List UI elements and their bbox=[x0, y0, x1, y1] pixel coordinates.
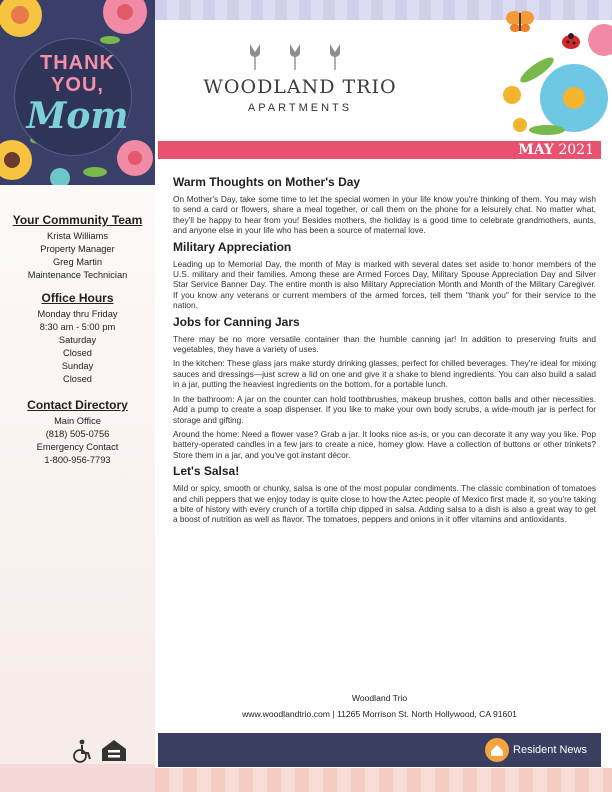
contact-phone[interactable]: (818) 505-0756 bbox=[45, 429, 110, 439]
resident-news-label: Resident News bbox=[513, 744, 587, 756]
issue-month: MAY bbox=[518, 142, 554, 158]
brand-logo bbox=[200, 40, 400, 114]
newsletter-content bbox=[173, 175, 596, 529]
article-title: Military Appreciation bbox=[173, 239, 292, 254]
contact-title: Contact Directory bbox=[27, 398, 128, 412]
footer bbox=[158, 690, 601, 722]
brand-subtitle: APARTMENTS bbox=[247, 102, 353, 114]
article bbox=[173, 240, 596, 311]
community-team bbox=[0, 213, 155, 282]
housing-badges bbox=[30, 737, 130, 765]
bottom-bar bbox=[158, 733, 601, 767]
hero-line-2: YOU, bbox=[51, 74, 104, 96]
hero-line-1: THANK bbox=[40, 52, 115, 74]
resident-news-icon bbox=[485, 738, 509, 762]
contact-phone[interactable]: 1-800-956-7793 bbox=[44, 455, 111, 465]
article-paragraph: There may be no more versatile container than the humble canning jar! In addition to preserving fruits and vegetables, they have a variety of uses. bbox=[173, 333, 596, 355]
team-title: Your Community Team bbox=[12, 213, 143, 227]
sidebar bbox=[0, 0, 155, 792]
office-hours bbox=[0, 291, 155, 386]
hero-line-3: Mom bbox=[26, 95, 129, 137]
article-paragraph: Mild or spicy, smooth or chunky, salsa is one of the most popular condiments. The classic combination of tomatoes and chili peppers that we enjoy today is quite close to how the Aztec people of Mexico first made it, so you're taking a bite of history with every crunch of a tortilla chip dipped in salsa. Adding salsa to a dish is also a great way to get a boost of nutrition as well as flavor. The tomatoes, peppers and onions in it offer vitamins and antioxidants. bbox=[173, 483, 596, 525]
issue-year: 2021 bbox=[558, 142, 594, 158]
article bbox=[173, 464, 596, 525]
bottom-band bbox=[155, 768, 612, 792]
article bbox=[173, 315, 596, 460]
article-paragraph: On Mother's Day, take some time to let the special women in your life know you're thinking of them. You may wish to send a card or flowers, share a meal together, or call them on the phone for a leisurely chat. No matter what, they'll be happy to hear from you! Besides mothers, the holiday is a good time to celebrate grandmothers, aunts, and anyone else in your life who has been a source of maternal love. bbox=[173, 194, 596, 236]
hours-line: Saturday bbox=[58, 335, 97, 345]
team-member-role: Maintenance Technician bbox=[27, 270, 128, 280]
contact-directory bbox=[0, 398, 155, 467]
footer-name: Woodland Trio bbox=[351, 693, 408, 703]
contact-label: Emergency Contact bbox=[36, 442, 119, 452]
article-paragraph: Around the home: Need a flower vase? Grab a jar. It looks nice as-is, or you can decorate it any way you like. Pop battery-operated candles in a few jars to create a nice, homey glow. Have a collection of buttons or other trinkets? Store them in a jar, and you've got instant décor. bbox=[173, 428, 596, 460]
team-member-name: Krista Williams bbox=[47, 231, 108, 241]
article-title: Jobs for Canning Jars bbox=[173, 314, 300, 329]
article-paragraph: Leading up to Memorial Day, the month of May is marked with several dates set aside to honor members of the U.S. military and their families. Among these are Armed Forces Day, Military Spouse Appreciation Day and Silver Star Service Banner Day. The entire month is also Military Appreciation Month and Month of the Military Caregiver. If you know any veterans or current members of the armed forces, tell them "thank you" for their service to the nation. bbox=[173, 258, 596, 311]
hours-line: Closed bbox=[63, 348, 92, 358]
hours-line: Monday thru Friday bbox=[37, 309, 118, 319]
article-paragraph: In the bathroom: A jar on the counter can hold toothbrushes, makeup brushes, cotton balls and other necessities. Add a pump to create a soap dispenser. If you like to make your own body scrubs, a wide-mouth jar is perfect for storage and gifting. bbox=[173, 393, 596, 425]
contact-label: Main Office bbox=[54, 416, 101, 426]
equal-housing-icon bbox=[102, 740, 126, 761]
thank-you-mom-graphic bbox=[0, 0, 155, 185]
team-member-role: Property Manager bbox=[40, 244, 115, 254]
hours-line: Closed bbox=[63, 374, 92, 384]
butterfly-icon bbox=[505, 8, 535, 34]
tulip-logo-icon bbox=[240, 40, 360, 72]
team-member-name: Greg Martin bbox=[52, 257, 103, 267]
hours-line: Sunday bbox=[61, 361, 94, 371]
article-title: Let's Salsa! bbox=[173, 464, 240, 479]
wheelchair-icon bbox=[74, 740, 90, 762]
brand-name: WOODLAND TRIO bbox=[203, 76, 397, 98]
article-paragraph: In the kitchen: These glass jars make sturdy drinking glasses, perfect for chilled beverages. They're ideal for mixing sauces and dressings—just screw a lid on one and give it a shake to blend ingredients. You can also build a salad in a jar, putting the heaviest ingredients on the bottom, for a portable lunch. bbox=[173, 358, 596, 390]
hours-line: 8:30 am - 5:00 pm bbox=[39, 322, 116, 332]
hours-title: Office Hours bbox=[41, 291, 114, 305]
footer-address-link[interactable]: www.woodlandtrio.com | 11265 Morrison St. North Hollywood, CA 91601 bbox=[242, 709, 517, 719]
article-title: Warm Thoughts on Mother's Day bbox=[173, 175, 361, 189]
article bbox=[173, 175, 596, 236]
resident-news-brand bbox=[485, 733, 587, 767]
issue-date bbox=[518, 141, 594, 159]
ladybug-icon bbox=[560, 32, 582, 50]
